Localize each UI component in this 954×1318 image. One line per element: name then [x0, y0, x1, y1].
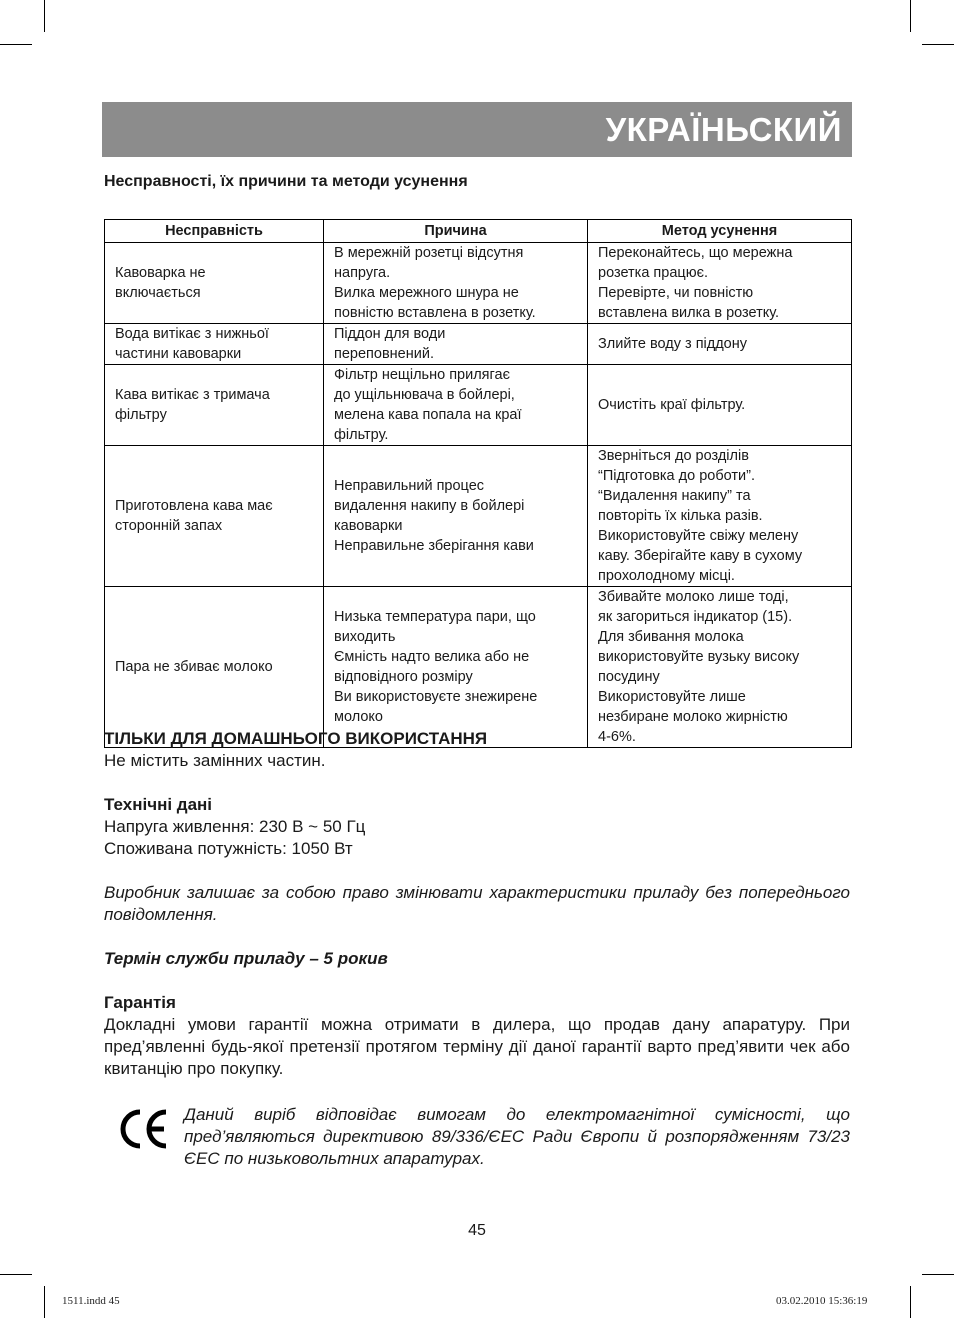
crop-mark — [910, 0, 911, 32]
column-header-fix: Метод усунення — [588, 220, 852, 243]
table-row — [105, 446, 852, 587]
page-number: 45 — [468, 1222, 486, 1239]
cell-line: як загориться індикатор (15). — [598, 609, 793, 625]
table-row — [105, 587, 852, 748]
specs-voltage: Напруга живлення: 230 В ~ 50 Гц — [104, 817, 366, 836]
cell-line: мелена кава попала на краї — [334, 407, 522, 423]
cell-line: Вилка мережного шнура не — [334, 285, 519, 301]
manufacturer-note: Виробник залишає за собою право змінювати характеристики приладу без попереднього повідомлення. — [104, 883, 850, 924]
cell-line: Кавоварка не — [115, 265, 206, 281]
cell-line: Збивайте молоко лише тоді, — [598, 589, 789, 605]
cell-fault — [105, 365, 324, 446]
slug-timestamp: 03.02.2010 15:36:19 — [776, 1295, 868, 1307]
cell-line: Переконайтесь, що мережна — [598, 245, 793, 261]
ce-compliance-text: Даний виріб відповідає вимогам до електромагнітної сумісності, що пред’являються директивою 89/336/ЄЕС Ради Європи й розпорядженням 73/23 ЄЕС по низьковольтних апаратурах. — [184, 1105, 850, 1168]
crop-mark — [0, 44, 32, 45]
cell-line: Зверніться до розділів — [598, 448, 749, 464]
cell-line: “Видалення накипу” та — [598, 488, 751, 504]
slug-file: 1511.indd 45 — [62, 1295, 120, 1307]
warranty-title: Гарантія — [104, 993, 176, 1012]
table-row — [105, 324, 852, 365]
cell-line: незбиране молоко жирністю — [598, 709, 788, 725]
home-use-title: ТІЛЬКИ ДЛЯ ДОМАШНЬОГО ВИКОРИСТАННЯ — [104, 729, 488, 748]
cell-fault — [105, 587, 324, 748]
ce-mark-icon — [118, 1108, 174, 1150]
crop-mark — [922, 44, 954, 45]
table-row — [105, 243, 852, 324]
cell-line: розетка працює. — [598, 265, 709, 281]
column-header-fault: Несправність — [105, 220, 324, 243]
cell-fix — [588, 446, 852, 587]
cell-line: сторонній запах — [115, 518, 223, 534]
cell-line: включається — [115, 285, 201, 301]
service-life: Термін служби приладу – 5 рокив — [104, 949, 388, 968]
cell-fix — [588, 243, 852, 324]
cell-line: Злийте воду з піддону — [598, 336, 748, 352]
cell-line: Вода витікає з нижньої — [115, 326, 269, 342]
cell-line: Неправильний процес — [334, 478, 485, 494]
troubleshooting-title: Несправності, їх причини та методи усунення — [104, 173, 468, 190]
cell-cause — [324, 587, 588, 748]
warranty-text: Докладні умови гарантії можна отримати в дилера, що продав дану апаратуру. При пред’явленні будь-якої претензії протягом терміну дії даної гарантії варто пред’явити чек або квитанцію про покупку. — [104, 1015, 850, 1078]
crop-mark — [922, 1274, 954, 1275]
cell-line: до ущільнювача в бойлері, — [334, 387, 515, 403]
crop-mark — [0, 1274, 32, 1275]
specs-title: Технічні дані — [104, 795, 213, 814]
cell-line: відповідного розміру — [334, 669, 473, 685]
cell-line: повторіть їх кілька разів. — [598, 508, 763, 524]
cell-cause — [324, 365, 588, 446]
cell-fault — [105, 243, 324, 324]
cell-fix — [588, 587, 852, 748]
table-row — [105, 365, 852, 446]
cell-line: “Підготовка до роботи”. — [598, 468, 755, 484]
cell-line: Очистіть краї фільтру. — [598, 397, 746, 413]
home-use-text: Не містить замінних частин. — [104, 751, 326, 770]
specs-power: Споживана потужність: 1050 Вт — [104, 839, 353, 858]
cell-line: видалення накипу в бойлері — [334, 498, 525, 514]
cell-line: Фільтр нещільно прилягає — [334, 367, 510, 383]
cell-line: Ви використовуєте знежирене — [334, 689, 538, 705]
cell-line: Ємність надто велика або не — [334, 649, 530, 665]
cell-line: частини кавоварки — [115, 346, 242, 362]
cell-line: виходить — [334, 629, 396, 645]
cell-line: 4-6%. — [598, 729, 636, 745]
cell-fault — [105, 324, 324, 365]
column-header-cause: Причина — [324, 220, 588, 243]
cell-line: Низька температура пари, що — [334, 609, 536, 625]
cell-line: Піддон для води — [334, 326, 446, 342]
crop-mark — [44, 1286, 45, 1318]
cell-line: Використовуйте свіжу мелену — [598, 528, 799, 544]
cell-line: Для збивання молока — [598, 629, 744, 645]
cell-line: каву. Зберігайте каву в сухому — [598, 548, 803, 564]
cell-cause — [324, 324, 588, 365]
cell-line: Неправильне зберігання кави — [334, 538, 534, 554]
crop-mark — [44, 0, 45, 32]
crop-mark — [910, 1286, 911, 1318]
cell-fix — [588, 365, 852, 446]
table-header-row — [105, 220, 852, 243]
cell-line: Приготовлена кава має — [115, 498, 273, 514]
troubleshooting-table — [104, 219, 852, 748]
cell-line: Пара не збиває молоко — [115, 659, 273, 675]
cell-line: фільтру. — [334, 427, 389, 443]
cell-fix — [588, 324, 852, 365]
language-header-bar — [102, 102, 852, 157]
cell-cause — [324, 243, 588, 324]
cell-line: Перевірте, чи повністю — [598, 285, 754, 301]
cell-line: В мережній розетці відсутня — [334, 245, 524, 261]
cell-line: фільтру — [115, 407, 167, 423]
cell-line: Кава витікає з тримача — [115, 387, 270, 403]
cell-line: повністю вставлена в розетку. — [334, 305, 536, 321]
cell-line: кавоварки — [334, 518, 403, 534]
cell-line: Використовуйте лише — [598, 689, 746, 705]
cell-line: використовуйте вузьку високу — [598, 649, 800, 665]
cell-cause — [324, 446, 588, 587]
cell-line: посудину — [598, 669, 660, 685]
language-title: УКРАЇНЬСКИЙ — [605, 110, 842, 148]
cell-line: вставлена вилка в розетку. — [598, 305, 780, 321]
cell-line: прохолодному місці. — [598, 568, 735, 584]
cell-fault — [105, 446, 324, 587]
cell-line: молоко — [334, 709, 383, 725]
cell-line: переповнений. — [334, 346, 434, 362]
cell-line: напруга. — [334, 265, 391, 281]
